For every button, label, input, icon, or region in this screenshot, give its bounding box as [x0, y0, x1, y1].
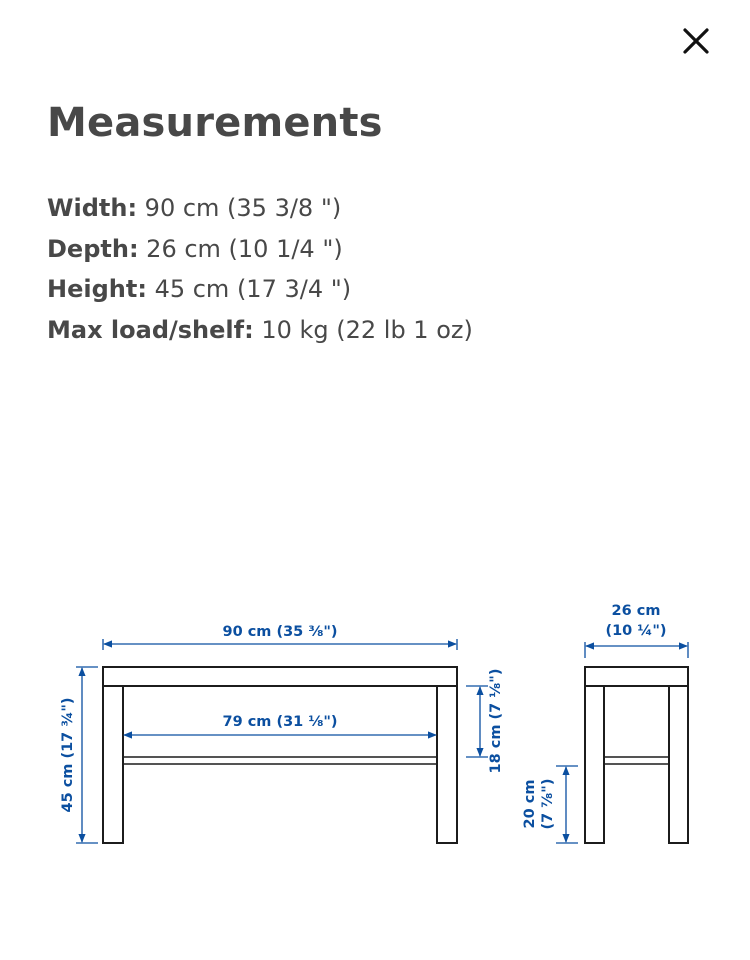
spec-value: 10 kg (22 lb 1 oz) — [253, 315, 473, 344]
shelf-height-label-line1: 20 cm — [522, 779, 538, 829]
shelf-gap-label: 18 cm (7 ⅛") — [488, 668, 504, 774]
front-leg-right — [437, 686, 457, 843]
front-tabletop — [103, 667, 457, 686]
spec-label: Height: — [47, 275, 147, 303]
depth-label-line2: (10 ¼") — [605, 623, 667, 639]
measurement-diagram — [0, 560, 750, 960]
shelf-gap-dimension — [466, 669, 504, 774]
spec-depth — [47, 229, 473, 270]
spec-width — [47, 188, 473, 229]
front-width-label: 90 cm (35 ⅜") — [222, 624, 338, 640]
close-icon — [683, 28, 709, 54]
depth-dimension — [585, 603, 688, 658]
height-label: 45 cm (17 ¾") — [60, 697, 76, 813]
height-dimension — [60, 667, 98, 843]
front-leg-left — [103, 686, 123, 843]
front-width-dimension — [103, 624, 457, 650]
spec-label: Depth: — [47, 234, 139, 263]
page-title: Measurements — [47, 100, 383, 146]
shelf-height-label-line2: (7 ⅞") — [540, 778, 556, 830]
side-leg-left — [585, 686, 604, 843]
inner-width-label: 79 cm (31 ⅛") — [222, 714, 338, 730]
front-view — [103, 667, 457, 843]
close-button[interactable] — [672, 20, 720, 62]
spec-value: 45 cm (17 3/4 ") — [146, 275, 352, 303]
spec-value: 26 cm (10 1/4 ") — [138, 234, 343, 263]
spec-height — [47, 269, 473, 310]
spec-max-load — [47, 310, 473, 351]
inner-width-dimension — [124, 714, 436, 735]
spec-label: Width: — [47, 194, 138, 222]
side-leg-right — [669, 686, 688, 843]
spec-value: 90 cm (35 3/8 ") — [137, 194, 342, 222]
side-view — [585, 667, 688, 843]
spec-label: Max load/shelf: — [47, 315, 254, 344]
shelf-height-dimension — [522, 766, 578, 843]
measurements-list — [47, 188, 473, 350]
depth-label-line1: 26 cm — [611, 603, 661, 619]
side-tabletop — [585, 667, 688, 686]
